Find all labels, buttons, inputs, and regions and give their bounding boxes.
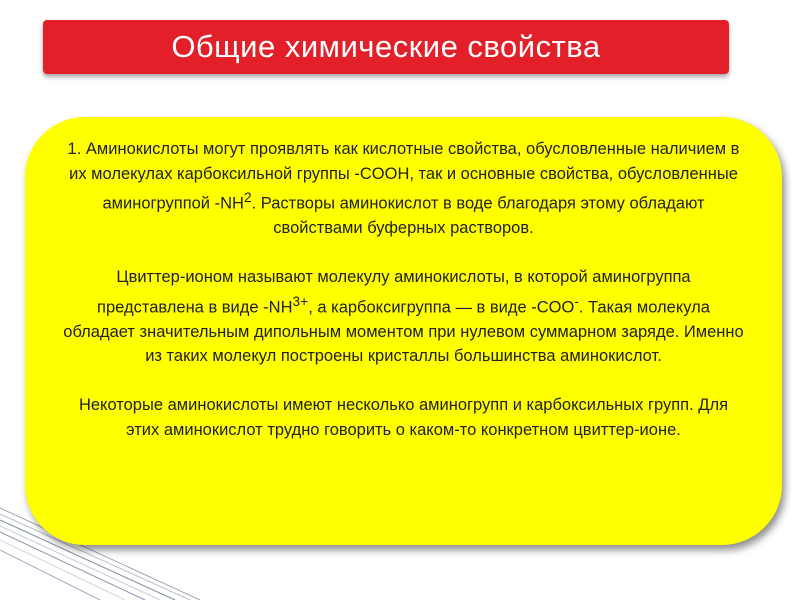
title-bar (43, 20, 729, 74)
paragraph-1-text-a: 1. Аминокислоты могут проявлять как кислотные свойства, обусловленные наличием в их молекулах карбоксильной группы -COOH, так и основные свойства, обусловленные аминогруппой -NH (67, 140, 740, 213)
paragraph-2-text-b: , а карбоксигруппа — в виде -COO (308, 298, 575, 316)
paragraph-2-text-a: Цвиттер-ионом называют молекулу аминокислоты, в которой аминогруппа представлена в виде -NH (97, 268, 691, 316)
paragraph-acid-base (61, 137, 746, 241)
slide-title: Общие химические свойства (171, 29, 601, 64)
paragraph-2-text-c: . Такая молекула обладает значительным дипольным моментом при нулевом суммарном заряде. Именно из таких молекул построены кристаллы большинства аминокислот. (63, 298, 744, 365)
paragraph-multiple-groups: Некоторые аминокислоты имеют несколько аминогрупп и карбоксильных групп. Для этих аминокислот трудно говорить о каком-то конкретном цвиттер-ионе. (78, 396, 729, 439)
paragraph-1-text-b: . Растворы аминокислот в воде благодаря этому обладают свойствами буферных растворов. (251, 194, 705, 237)
paragraph-zwitterion (61, 265, 746, 369)
paragraph-1-sup: 2 (243, 190, 252, 205)
paragraph-2-sup-2: - (574, 293, 579, 309)
paragraph-2-sup-1: 3+ (292, 293, 309, 309)
content-box (25, 117, 782, 545)
